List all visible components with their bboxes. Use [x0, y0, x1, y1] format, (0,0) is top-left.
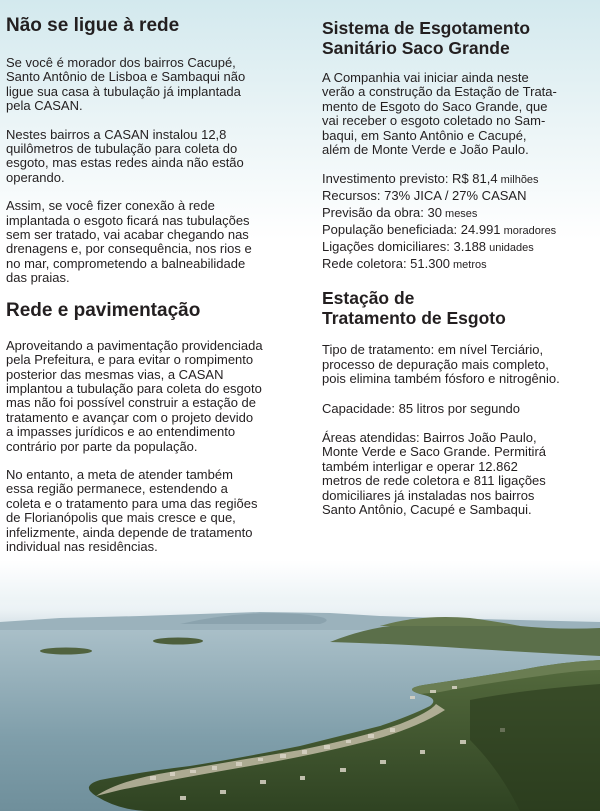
paragraph-areas-atendidas: Áreas atendidas: Bairros João Paulo, Monte Verde e Saco Grande. Permitirá também interligar e operar 12.862 metros de rede coletora e 811 ligações domiciliares já instaladas nos bairros Santo Antônio, Cacupé e Sambaqui. — [322, 430, 547, 518]
stat-populacao: População beneficiada: 24.991 moradores — [322, 222, 557, 238]
stat-ligacoes: Ligações domiciliares: 3.188 unidades — [322, 239, 534, 255]
paragraph-pavimentacao: Aproveitando a pavimentação providenciada pela Prefeitura, e para evitar o rompimento posterior das mesmas vias, a CASAN implantou a tubulação para coleta do esgoto mas não foi possível construir a estação de tratamento e avançar com o projeto devido a impasses jurídicos e ao entendimento contrário por parte da população. — [6, 337, 263, 454]
right-column — [322, 0, 594, 518]
paragraph-meta: No entanto, a meta de atender também essa região permanece, estendendo a coleta e o tratamento para uma das regiões de Florianópolis que mais cresce e que, infelizmente, ainda depende de tratamento individual nas residências. — [6, 466, 258, 554]
coastal-aerial-photo — [0, 600, 600, 811]
stat-recursos: Recursos: 73% JICA / 27% CASAN — [322, 188, 527, 204]
left-column — [6, 0, 296, 554]
paragraph-conexao: Assim, se você fizer conexão à rede implantada o esgoto ficará nas tubulações sem ser tratado, vai acabar chegando nas drenagens e, por consequência, nos rios e no mar, comprometendo a balneabilidade das praias. — [6, 198, 252, 286]
stat-investimento: Investimento previsto: R$ 81,4 milhões — [322, 171, 539, 187]
heading-sistema-esgotamento: Sistema de Esgotamento Sanitário Saco Grande — [322, 18, 531, 58]
heading-rede-pavimentacao: Rede e pavimentação — [6, 299, 201, 321]
paragraph-companhia: A Companhia vai iniciar ainda neste verão a construção da Estação de Trata- mento de Esgoto do Saco Grande, que vai receber o esgoto coletado no Sam- baqui, em Santo Antônio e Cacupé, além de Monte Verde e João Paulo. — [322, 70, 557, 158]
paragraph-moradores: Se você é morador dos bairros Cacupé, Santo Antônio de Lisboa e Sambaqui não ligue sua casa à tubulação já implantada pela CASAN. — [6, 55, 246, 114]
heading-nao-se-ligue: Não se ligue à rede — [6, 15, 180, 36]
stat-rede-coletora: Rede coletora: 51.300 metros — [322, 256, 487, 272]
paragraph-capacidade: Capacidade: 85 litros por segundo — [322, 400, 521, 416]
paragraph-tubulacao: Nestes bairros a CASAN instalou 12,8 quilômetros de tubulação para coleta do esgoto, mas estas redes ainda não estão operando. — [6, 126, 244, 185]
heading-estacao-tratamento: Estação de Tratamento de Esgoto — [322, 288, 506, 329]
paragraph-tipo-tratamento: Tipo de tratamento: em nível Terciário, processo de depuração mais completo, pois elimina também fósforo e nitrogênio. — [322, 342, 560, 387]
stat-previsao: Previsão da obra: 30 meses — [322, 205, 478, 221]
stats-list — [322, 171, 594, 273]
